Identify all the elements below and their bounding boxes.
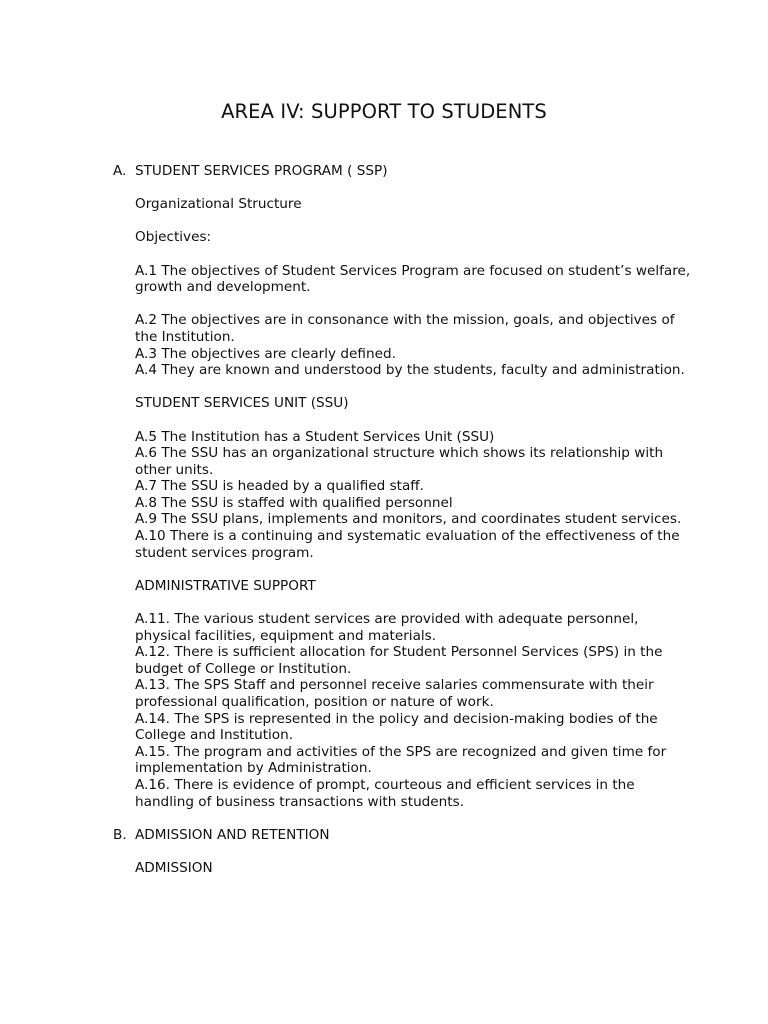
ssu-item: A.9 The SSU plans, implements and monitors, and coordinates student services. <box>135 511 682 528</box>
admin-item: A.13. The SPS Staff and personnel receive salaries commensurate with their professional qualification, position or nature of work. <box>135 677 654 710</box>
admin-item: A.12. There is sufficient allocation for Student Personnel Services (SPS) in the budget of College or Institution. <box>135 644 663 677</box>
objective-item: A.2 The objectives are in consonance with the mission, goals, and objectives of the Institution. <box>135 312 675 345</box>
document-title: AREA IV: SUPPORT TO STUDENTS <box>221 100 547 123</box>
admin-item: A.14. The SPS is represented in the policy and decision-making bodies of the College and Institution. <box>135 710 658 744</box>
document-body <box>113 163 693 877</box>
ssu-heading: STUDENT SERVICES UNIT (SSU) <box>135 395 349 412</box>
admin-support-heading: ADMINISTRATIVE SUPPORT <box>135 577 316 594</box>
section-b-letter: B. <box>113 826 127 843</box>
section-a-heading <box>113 163 693 180</box>
ssu-item: A.10 There is a continuing and systematic evaluation of the effectiveness of the student services program. <box>135 528 680 561</box>
section-a-letter: A. <box>113 163 127 179</box>
admin-item: A.15. The program and activities of the SPS are recognized and given time for implementation by Administration. <box>135 743 667 777</box>
ssu-item: A.7 The SSU is headed by a qualified staff. <box>135 478 424 495</box>
objectives-label: Objectives: <box>135 229 212 246</box>
org-structure-label: Organizational Structure <box>135 196 302 213</box>
ssu-item: A.8 The SSU is staffed with qualified personnel <box>135 494 453 511</box>
objective-item: A.4 They are known and understood by the students, faculty and administration. <box>135 362 685 379</box>
ssu-item: A.5 The Institution has a Student Services Unit (SSU) <box>135 428 495 445</box>
section-a-title: STUDENT SERVICES PROGRAM ( SSP) <box>135 163 388 179</box>
section-b-title: ADMISSION AND RETENTION <box>135 826 330 843</box>
objective-item: A.3 The objectives are clearly defined. <box>135 345 396 362</box>
admission-subheading: ADMISSION <box>135 859 213 876</box>
objective-item: A.1 The objectives of Student Services Program are focused on student’s welfare, growth and development. <box>135 262 691 296</box>
admin-item: A.11. The various student services are provided with adequate personnel, physical facilities, equipment and materials. <box>135 611 639 644</box>
admin-item: A.16. There is evidence of prompt, courteous and efficient services in the handling of business transactions with students. <box>135 776 635 810</box>
ssu-item: A.6 The SSU has an organizational structure which shows its relationship with other units. <box>135 445 664 478</box>
section-b-heading <box>113 827 693 844</box>
